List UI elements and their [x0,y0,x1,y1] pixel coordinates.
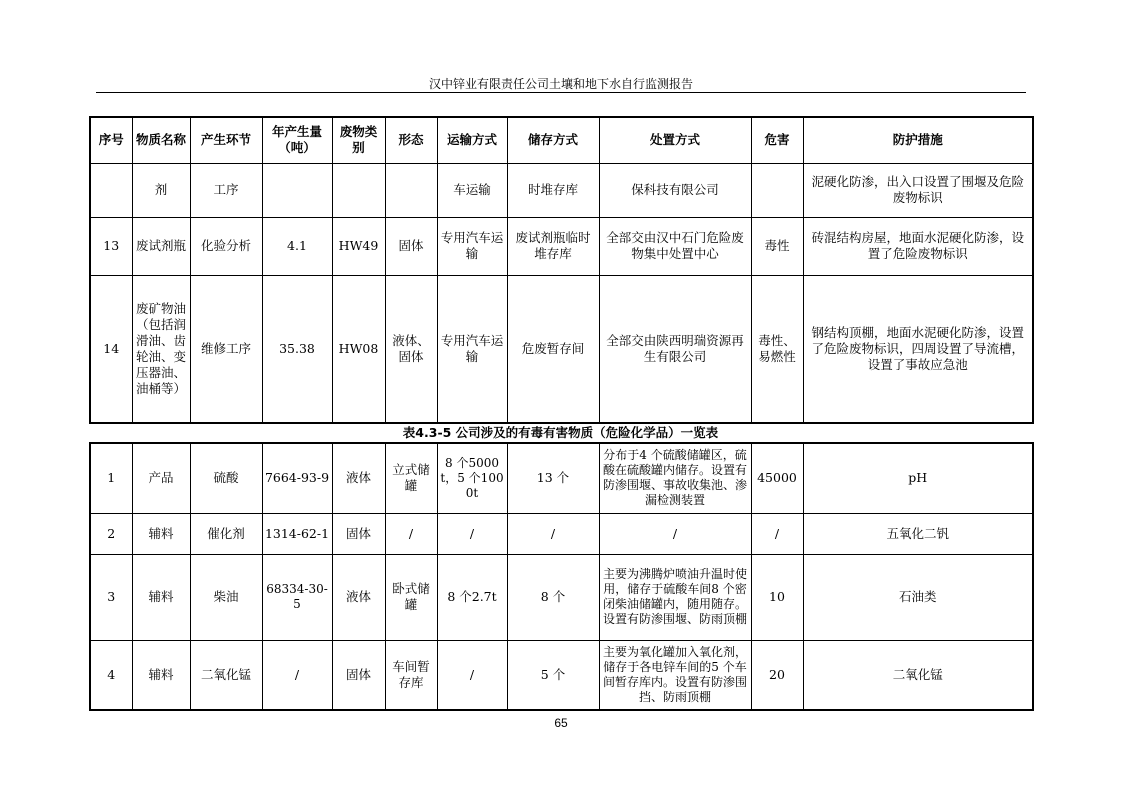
table-cell: / [751,513,803,554]
table-cell: 液体 [332,443,385,513]
column-header: 产生环节 [190,117,262,163]
table-cell: 废矿物油（包括润滑油、齿轮油、变压器油、油桶等） [132,275,190,423]
table-cell: 14 [90,275,132,423]
table-row [90,163,1033,217]
table-cell: 8 个5000t，5 个1000t [437,443,507,513]
table-cell: pH [803,443,1033,513]
table-row [90,640,1033,710]
table-cell: / [262,640,332,710]
column-header: 形态 [385,117,437,163]
table-cell: 化验分析 [190,217,262,275]
column-header: 运输方式 [437,117,507,163]
table-cell: 8 个2.7t [437,554,507,640]
table-cell: 维修工序 [190,275,262,423]
table-caption: 表4.3-5 公司涉及的有毒有害物质（危险化学品）一览表 [402,425,719,440]
table-cell: 钢结构顶棚，地面水泥硬化防渗，设置了危险废物标识，四周设置了导流槽， 设置了事故应急池 [803,275,1033,423]
table-row [90,513,1033,554]
table-cell: 泥硬化防渗，出入口设置了围堰及危险废物标识 [803,163,1033,217]
page-number: 65 [554,716,568,730]
table-header-row [90,117,1033,163]
table-cell: 五氧化二钒 [803,513,1033,554]
table-cell: 硫酸 [190,443,262,513]
table-cell: 固体 [385,217,437,275]
table-cell: 立式储罐 [385,443,437,513]
table-cell: 4.1 [262,217,332,275]
table-cell: / [437,640,507,710]
table-cell: 辅料 [132,554,190,640]
table-cell [751,163,803,217]
table-cell: 卧式储罐 [385,554,437,640]
table-cell [262,163,332,217]
table-row [90,443,1033,513]
table-cell: 废试剂瓶临时堆存库 [507,217,599,275]
table-cell: 全部交由汉中石门危险废物集中处置中心 [599,217,751,275]
table-row [90,554,1033,640]
table-cell: 时堆存库 [507,163,599,217]
table-cell [385,163,437,217]
table-cell: 二氧化锰 [803,640,1033,710]
table-cell: 13 [90,217,132,275]
table-cell: 液体 [332,554,385,640]
column-header: 防护措施 [803,117,1033,163]
header-rule [96,92,1026,93]
table-cell: 砖混结构房屋，地面水泥硬化防渗，设置了危险废物标识 [803,217,1033,275]
column-header: 处置方式 [599,117,751,163]
table-cell: 保科技有限公司 [599,163,751,217]
table-cell: 专用汽车运输 [437,275,507,423]
column-header: 废物类别 [332,117,385,163]
column-header: 危害 [751,117,803,163]
table-cell: HW49 [332,217,385,275]
column-header: 序号 [90,117,132,163]
table-cell: 固体 [332,513,385,554]
table-cell: 固体 [332,640,385,710]
table-cell: 4 [90,640,132,710]
table-cell: 液体、固体 [385,275,437,423]
table-cell [332,163,385,217]
table-cell: 毒性 [751,217,803,275]
hazardous-chemicals-table [89,442,1034,711]
table-row [90,275,1033,423]
table-cell: 车运输 [437,163,507,217]
table-cell: 全部交由陕西明瑞资源再生有限公司 [599,275,751,423]
table-cell: 35.38 [262,275,332,423]
table-cell: 7664-93-9 [262,443,332,513]
table-cell: 5 个 [507,640,599,710]
table-cell: 柴油 [190,554,262,640]
table-cell: HW08 [332,275,385,423]
table-cell: 分布于4 个硫酸储罐区，硫酸在硫酸罐内储存。设置有防渗围堰、事故收集池、渗漏检测装置 [599,443,751,513]
table-cell: 危废暂存间 [507,275,599,423]
table-cell: 1 [90,443,132,513]
table-cell: 1314-62-1 [262,513,332,554]
table-cell: 二氧化锰 [190,640,262,710]
table-cell: / [385,513,437,554]
table-cell: 10 [751,554,803,640]
table-cell: 3 [90,554,132,640]
table-cell: / [507,513,599,554]
table-cell: 废试剂瓶 [132,217,190,275]
table-cell: 13 个 [507,443,599,513]
table-cell: 45000 [751,443,803,513]
table-cell: 辅料 [132,513,190,554]
table-cell: 主要为沸腾炉喷油升温时使用，储存于硫酸车间8 个密闭柴油储罐内，随用随存。设置有防渗围堰、防雨顶棚 [599,554,751,640]
hazardous-waste-table [89,116,1034,424]
page-header: 汉中锌业有限责任公司土壤和地下水自行监测报告 [428,77,693,91]
table-cell: 工序 [190,163,262,217]
table-cell: 68334-30-5 [262,554,332,640]
table-cell: 产品 [132,443,190,513]
table-row [90,217,1033,275]
table-cell: 8 个 [507,554,599,640]
table-cell: 催化剂 [190,513,262,554]
table-cell: 2 [90,513,132,554]
column-header: 储存方式 [507,117,599,163]
column-header: 物质名称 [132,117,190,163]
table-cell [90,163,132,217]
table-cell: 石油类 [803,554,1033,640]
table-cell: 车间暂存库 [385,640,437,710]
table-cell: 毒性、易燃性 [751,275,803,423]
table-cell: / [437,513,507,554]
table-cell: 专用汽车运输 [437,217,507,275]
table-cell: / [599,513,751,554]
table-cell: 剂 [132,163,190,217]
table-cell: 主要为氧化罐加入氧化剂，储存于各电锌车间的5 个车间暂存库内。设置有防渗围挡、防雨顶棚 [599,640,751,710]
table-cell: 20 [751,640,803,710]
column-header: 年产生量（吨） [262,117,332,163]
table-cell: 辅料 [132,640,190,710]
